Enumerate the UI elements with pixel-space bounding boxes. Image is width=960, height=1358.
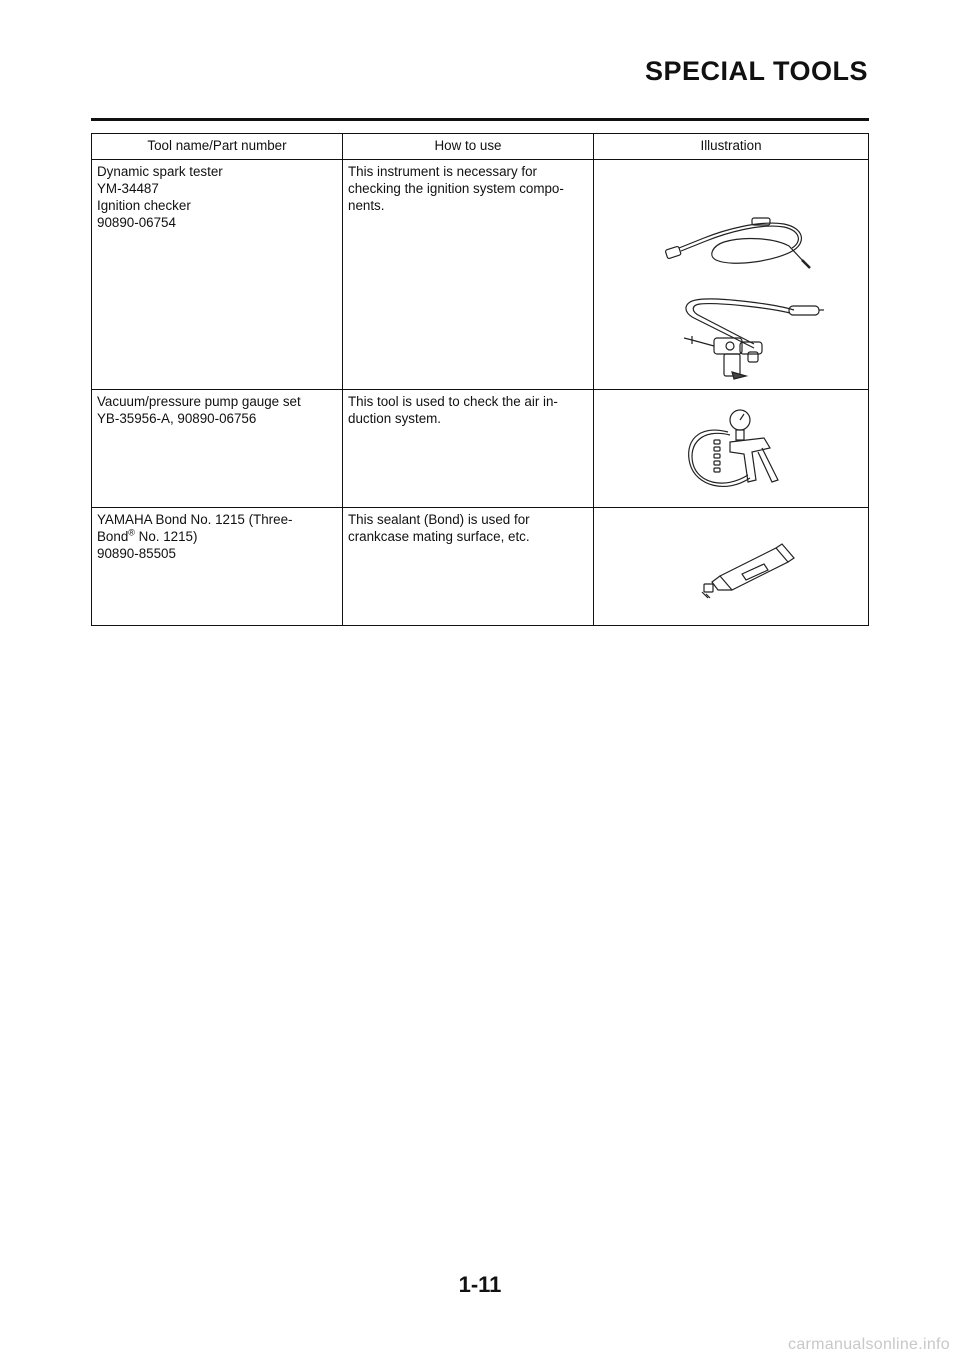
- table-row: [92, 160, 869, 390]
- part-number-line: YB-35956-A, 90890-06756: [97, 411, 257, 426]
- page-title: SPECIAL TOOLS: [644, 56, 868, 86]
- column-header-illustration: Illustration: [594, 134, 869, 160]
- tool-name-line: Vacuum/pressure pump gauge set: [97, 394, 301, 409]
- spark-tester-cable-icon: [664, 208, 814, 278]
- tool-name-line: YAMAHA Bond No. 1215 (Three-: [97, 512, 293, 527]
- usage-line: This tool is used to check the air in-: [348, 394, 558, 409]
- table-row: [92, 508, 869, 626]
- title-rule: [91, 118, 869, 121]
- tool-name-cell: [92, 160, 343, 390]
- usage-line: checking the ignition system compo-: [348, 181, 564, 196]
- illustration-cell: [594, 390, 869, 508]
- page-number: 1-11: [458, 1272, 502, 1297]
- tool-name-line: Ignition checker: [97, 198, 191, 213]
- column-header-how-to-use: How to use: [343, 134, 594, 160]
- how-to-use-cell: [343, 160, 594, 390]
- tool-name-line: Dynamic spark tester: [97, 164, 223, 179]
- table-row: [92, 390, 869, 508]
- usage-line: This instrument is necessary for: [348, 164, 538, 179]
- watermark: carmanualsonline.info: [788, 1336, 950, 1353]
- usage-line: crankcase mating surface, etc.: [348, 529, 530, 544]
- sealant-tube-icon: [698, 538, 798, 608]
- usage-line: duction system.: [348, 411, 442, 426]
- part-number-line: 90890-06754: [97, 215, 176, 230]
- usage-line: This sealant (Bond) is used for: [348, 512, 530, 527]
- how-to-use-cell: [343, 390, 594, 508]
- illustration-cell: [594, 160, 869, 390]
- tool-name-cell: [92, 390, 343, 508]
- usage-line: nents.: [348, 198, 385, 213]
- part-number-line: YM-34487: [97, 181, 159, 196]
- how-to-use-cell: [343, 508, 594, 626]
- registered-mark: ®: [128, 527, 135, 538]
- part-number-line: 90890-85505: [97, 546, 176, 561]
- table-header-row: [92, 134, 869, 160]
- vacuum-pump-gauge-icon: [678, 402, 798, 502]
- special-tools-table: [91, 133, 869, 626]
- tool-name-line: Bond® No. 1215): [97, 527, 198, 544]
- ignition-checker-icon: [674, 280, 824, 380]
- tool-name-cell: [92, 508, 343, 626]
- illustration-cell: [594, 508, 869, 626]
- column-header-tool-name: Tool name/Part number: [92, 134, 343, 160]
